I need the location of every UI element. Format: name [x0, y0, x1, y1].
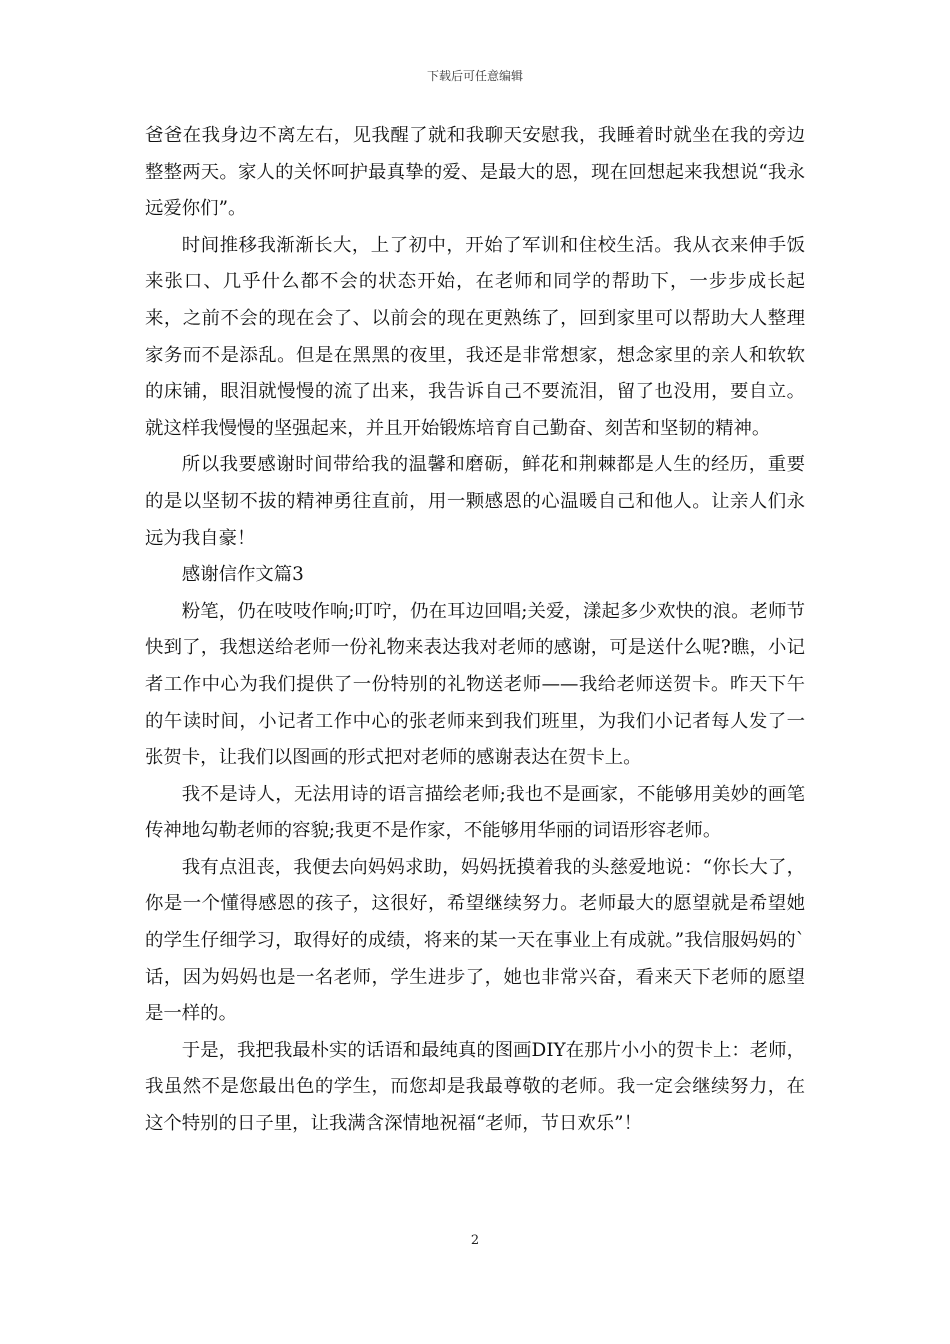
page-number: 2: [470, 1233, 480, 1248]
section-heading: 感谢信作文篇3: [181, 564, 304, 586]
paragraph-continued: 爸爸在我身边不离左右，见我醒了就和我聊天安慰我，我睡着时就坐在我的旁边整整两天。家人的关怀呵护最真挚的爱、是最大的恩，现在回想起来我想说“我永远爱你们”。: [145, 125, 805, 220]
paragraph: 粉笔，仍在吱吱作响;叮咛，仍在耳边回唱;关爱，漾起多少欢快的浪。老师节快到了，我想送给老师一份礼物来表达我对老师的感谢，可是送什么呢?瞧，小记者工作中心为我们提供了一份特别的礼物送老师——我给老师送贺卡。昨天下午的午读时间，小记者工作中心的张老师来到我们班里，为我们小记者每人发了一张贺卡，让我们以图画的形式把对老师的感谢表达在贺卡上。: [145, 600, 805, 769]
paragraph: 我不是诗人，无法用诗的语言描绘老师;我也不是画家，不能够用美妙的画笔传神地勾勒老师的容貌;我更不是作家，不能够用华丽的词语形容老师。: [145, 783, 805, 842]
paragraph: 所以我要感谢时间带给我的温馨和磨砺，鲜花和荆棘都是人生的经历，重要的是以坚韧不拔的精神勇往直前，用一颗感恩的心温暖自己和他人。让亲人们永远为我自豪！: [145, 454, 805, 549]
page-header-note: 下载后可任意编辑: [426, 69, 523, 83]
document-body: [145, 118, 805, 1143]
paragraph: 我有点沮丧，我便去向妈妈求助，妈妈抚摸着我的头慈爱地说：“你长大了，你是一个懂得感恩的孩子，这很好，希望继续努力。老师最大的愿望就是希望她的学生仔细学习，取得好的成绩，将来的某一天在事业上有成就。”我信服妈妈的`话，因为妈妈也是一名老师，学生进步了，她也非常兴奋，看来天下老师的愿望是一样的。: [145, 856, 805, 1025]
paragraph: 时间推移我渐渐长大，上了初中，开始了军训和住校生活。我从衣来伸手饭来张口、几乎什么都不会的状态开始，在老师和同学的帮助下，一步步成长起来，之前不会的现在会了、以前会的现在更熟练了，回到家里可以帮助大人整理家务而不是添乱。但是在黑黑的夜里，我还是非常想家，想念家里的亲人和软软的床铺，眼泪就慢慢的流了出来，我告诉自己不要流泪，留了也没用，要自立。就这样我慢慢的坚强起来，并且开始锻炼培育自己勤奋、刻苦和坚韧的精神。: [145, 234, 805, 439]
paragraph: 于是，我把我最朴实的话语和最纯真的图画DIY在那片小小的贺卡上：老师，我虽然不是您最出色的学生，而您却是我最尊敬的老师。我一定会继续努力，在这个特别的日子里，让我满含深情地祝福“老师，节日欢乐”！: [145, 1039, 805, 1135]
